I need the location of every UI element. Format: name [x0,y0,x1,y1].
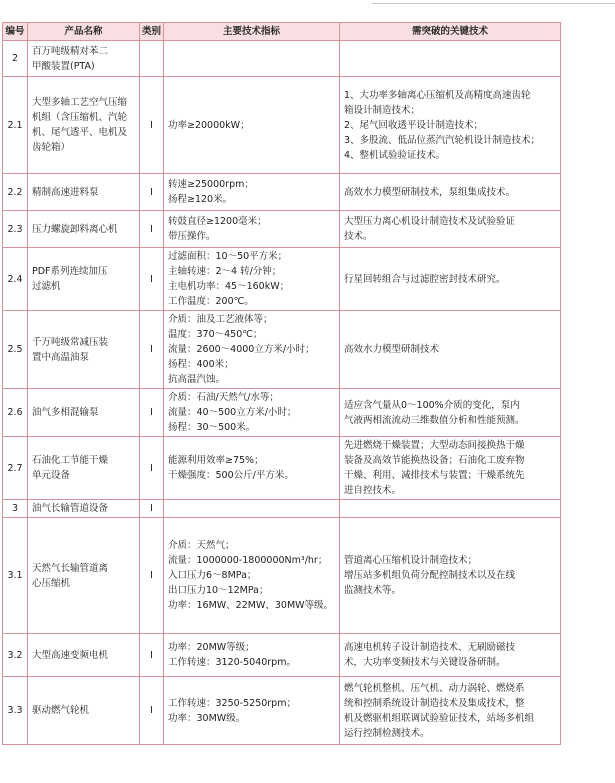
cell-tech [340,248,561,311]
cell-tech [340,77,561,174]
header-tech: 需突破的关键技术 [340,23,561,41]
table-header-row [3,23,561,41]
cell-name-line: 机、尾气透平、电机及 [32,127,128,138]
cell-name [28,41,140,77]
cell-name-line: 驱动燃气轮机 [32,705,90,716]
table-row [3,500,561,518]
cell-tech [340,389,561,437]
cell-tech-line: 大型压力离心机设计制造技术及试验验证 [344,216,516,227]
cell-tech-line: 先进燃烧干燥装置；大型动态间接换热干燥 [344,440,525,451]
cell-no: 2.4 [3,248,28,311]
cell-no: 3.3 [3,677,28,745]
cell-no: 2.3 [3,211,28,248]
cell-name [28,211,140,248]
table-row [3,389,561,437]
cell-name-line: 百万吨级精对苯二 [32,45,109,57]
cell-specs [164,500,340,518]
cell-specs [164,518,340,634]
cell-tech-line: 术，大功率变频技术与关键设备研制。 [344,657,506,668]
cell-tech-line: 监测技术等。 [344,585,402,596]
cell-name [28,311,140,389]
table-row [3,437,561,500]
cell-tech-line: 箱设计制造技术； [344,104,421,116]
cell-specs-line: 主轴转速：2～4 转/分钟； [168,266,282,277]
cell-name [28,500,140,518]
cell-name-line: 单元设备 [32,470,71,481]
cell-tech-line: 运行控制检测技术。 [344,727,430,739]
cell-specs-line: 功率：20MW等级； [168,642,255,653]
cell-specs-line: 扬程：30～500米。 [168,422,256,433]
cell-specs-line: 流量：40～500立方米/小时； [168,407,297,418]
cell-tech [340,41,561,77]
cell-specs-line: 主电机功率：45～160kW； [168,281,290,292]
header-specs: 主要技术指标 [164,23,340,41]
cell-category: I [140,311,164,389]
cell-name [28,389,140,437]
cell-specs-line: 流量：2600～4000立方米/小时； [168,344,315,355]
cell-no: 2.1 [3,77,28,174]
cell-tech-line: 1、大功率多轴离心压缩机及高精度高速齿轮 [344,89,531,101]
cell-name-line: 置中高温油泵 [32,351,90,363]
cell-name [28,77,140,174]
cell-no: 3.1 [3,518,28,634]
table-row [3,634,561,677]
cell-tech-line: 适应含气量从0～100%介质的变化，泵内 [344,399,520,411]
cell-name-line: 过滤机 [32,281,61,292]
cell-tech-line: 机及燃驱机组联调试验验证技术，站场多机组 [344,712,535,724]
cell-tech-line: 干燥、利用、减排技术与装置；干燥系统先 [344,470,525,481]
cell-specs [164,41,340,77]
table-row [3,41,561,77]
cell-no: 2.7 [3,437,28,500]
cell-specs [164,311,340,389]
cell-tech [340,677,561,745]
cell-category: I [140,389,164,437]
cell-category: I [140,211,164,248]
cell-category: I [140,518,164,634]
cell-tech-line: 4、整机试验验证技术。 [344,149,446,161]
cell-name [28,174,140,211]
cell-specs-line: 出口压力10～12MPa； [168,585,269,596]
cell-specs-line: 介质：天然气； [168,540,235,551]
cell-name-line: 机组（含压缩机、汽轮 [32,112,128,123]
cell-tech-line: 进自控技术。 [344,485,402,496]
cell-specs-line: 干燥强度：500公斤/平方米。 [168,470,294,481]
header-category: 类别 [140,23,164,41]
cell-tech [340,634,561,677]
cell-tech-line: 统和控制系统设计制造技术及集成技术，整 [344,697,525,709]
spec-table [2,22,561,745]
table-row [3,77,561,174]
cell-name-line: 甲酸装置(PTA) [32,60,95,72]
cell-category: I [140,677,164,745]
cell-tech [340,211,561,248]
cell-specs-line: 能源利用效率≥75%； [168,455,264,466]
cell-tech-line: 增压站多机组负荷分配控制技术以及在线 [344,570,516,581]
cell-specs-line: 工作温度：200℃。 [168,296,254,307]
cell-specs [164,634,340,677]
cell-name [28,634,140,677]
cell-name-line: 齿轮箱） [32,142,71,153]
cell-tech-line: 技术。 [344,231,373,242]
cell-name-line: 天然气长输管道离 [32,562,109,574]
cell-category: I [140,634,164,677]
cell-category: I [140,437,164,500]
cell-no: 3 [3,500,28,518]
cell-tech [340,437,561,500]
cell-tech [340,311,561,389]
cell-name-line: 石油化工节能干燥 [32,455,109,466]
table-row [3,518,561,634]
cell-specs-line: 功率：16MW、22MW、30MW等级。 [168,600,334,611]
cell-category: I [140,77,164,174]
cell-specs [164,248,340,311]
cell-specs-line: 介质：油及工艺液体等； [168,314,273,325]
cell-name [28,677,140,745]
cell-specs-line: 抗高温汽蚀。 [168,374,226,385]
cell-tech-line: 行星回转组合与过滤腔密封技术研究。 [344,273,506,285]
cell-specs-line: 工作转速：3120-5040rpm。 [168,657,296,668]
cell-specs-line: 功率：30MW级。 [168,712,246,724]
cell-specs [164,389,340,437]
cell-specs [164,77,340,174]
cell-tech-line: 高速电机转子设计制造技术、无刷励磁技 [344,642,516,653]
table-row [3,174,561,211]
cell-specs-line: 带压操作。 [168,231,216,242]
cell-name-line: 大型多轴工艺空气压缩 [32,97,128,108]
cell-tech [340,174,561,211]
header-name: 产品名称 [28,23,140,41]
cell-tech [340,518,561,634]
cell-name [28,518,140,634]
cell-specs [164,437,340,500]
cell-name-line: 精制高速进料泵 [32,186,99,198]
cell-category: I [140,174,164,211]
cell-tech-line: 高效水力模型研制技术 [344,344,440,355]
cell-category: I [140,500,164,518]
cell-tech-line: 2、尾气回收透平设计制造技术； [344,119,484,131]
cell-specs [164,211,340,248]
cell-specs-line: 转速≥25000rpm； [168,179,254,190]
cell-name-line: 心压缩机 [32,577,71,589]
top-rule [372,3,615,4]
cell-name [28,437,140,500]
cell-name-line: 大型高速变频电机 [32,649,109,661]
cell-name-line: PDF系列连续加压 [32,266,108,277]
cell-tech-line: 气液两相流流动三维数值分析和性能预测。 [344,414,525,426]
cell-specs-line: 过滤面积：10～50平方米； [168,251,288,262]
table-row [3,311,561,389]
cell-no: 3.2 [3,634,28,677]
cell-no: 2 [3,41,28,77]
cell-name-line: 油气多相混输泵 [32,407,99,418]
cell-tech [340,500,561,518]
cell-specs-line: 温度：370～450℃； [168,329,263,340]
header-no: 编号 [3,23,28,41]
cell-category [140,41,164,77]
cell-specs-line: 介质：石油/天然气/水等； [168,392,279,403]
cell-specs-line: 扬程：400米； [168,359,234,370]
cell-name [28,248,140,311]
table-body [3,41,561,745]
cell-tech-line: 燃气轮机整机、压气机、动力涡轮、燃烧系 [344,682,525,694]
cell-name-line: 千万吨级常减压装 [32,336,109,348]
cell-specs-line: 工作转速：3250-5250rpm； [168,697,296,709]
cell-tech-line: 装备及高效节能换热设备；石油化工废弃物 [344,455,525,466]
cell-tech-line: 管道离心压缩机设计制造技术； [344,555,478,566]
cell-specs-line: 转鼓直径≥1200毫米； [168,216,267,227]
cell-specs-line: 扬程≥120米。 [168,194,233,205]
cell-category: I [140,248,164,311]
cell-tech-line: 3、多股流、低品位蒸汽汽轮机设计制造技术； [344,134,541,146]
cell-specs [164,677,340,745]
cell-specs-line: 功率≥20000kW； [168,119,250,131]
cell-no: 2.5 [3,311,28,389]
cell-specs-line: 流量：1000000-1800000Nm³/hr； [168,555,328,566]
table-row [3,248,561,311]
cell-name-line: 油气长输管道设备 [32,503,109,514]
cell-specs-line: 入口压力6～8MPa； [168,570,257,581]
cell-no: 2.2 [3,174,28,211]
cell-tech-line: 高效水力模型研制技术，泵组集成技术。 [344,186,516,198]
table-row [3,677,561,745]
table-row [3,211,561,248]
cell-no: 2.6 [3,389,28,437]
cell-name-line: 压力螺旋卸料离心机 [32,223,118,235]
cell-specs [164,174,340,211]
